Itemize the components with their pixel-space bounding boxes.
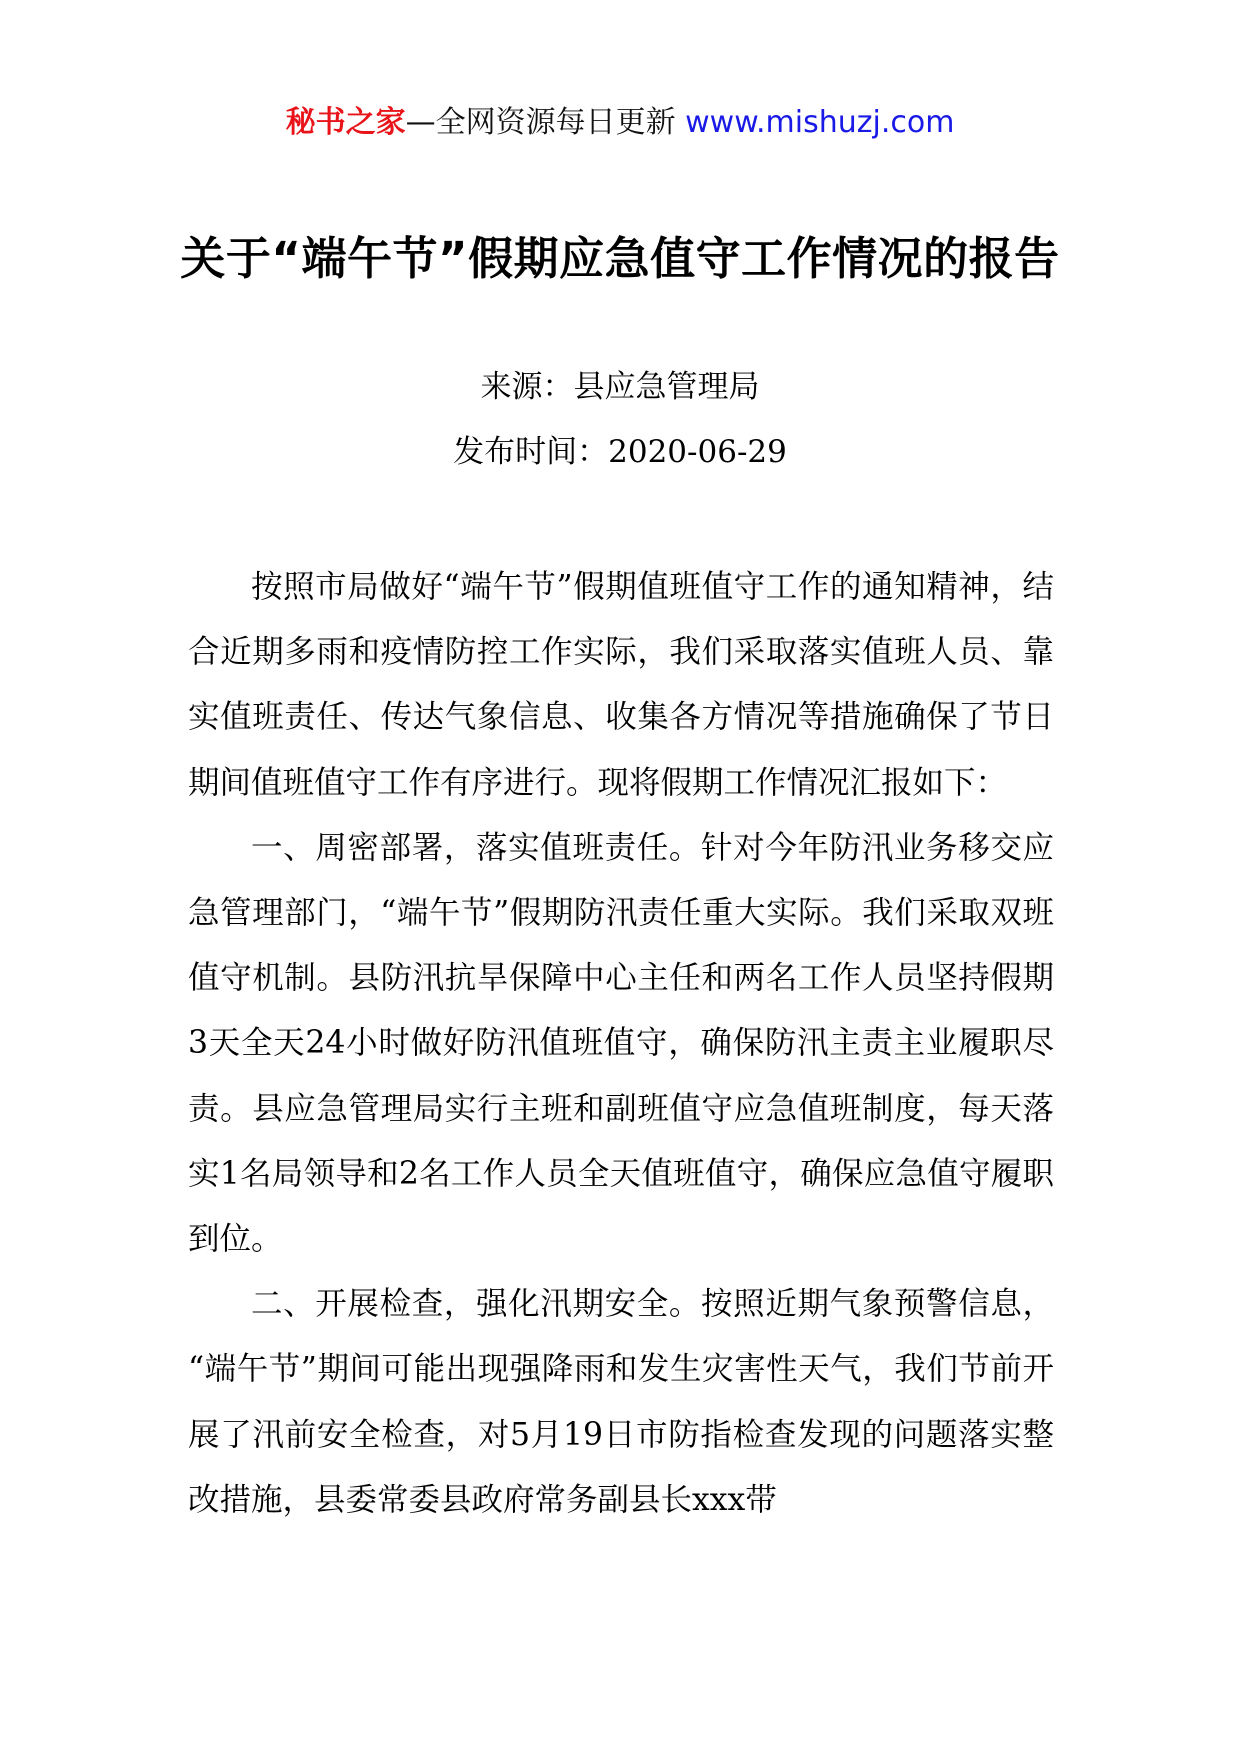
document-body <box>188 555 1054 1533</box>
brand-name: 秘书之家 <box>285 105 406 140</box>
site-banner <box>0 98 1240 148</box>
body-paragraph-section-1: 一、周密部署，落实值班责任。针对今年防汛业务移交应急管理部门，“端午节”假期防汛责任重大实际。我们采取双班值守机制。县防汛抗旱保障中心主任和两名工作人员坚持假期3天全天24小时做好防汛值班值守，确保防汛主责主业履职尽责。县应急管理局实行主班和副班值守应急值班制度，每天落实1名局领导和2名工作人员全天值班值守，确保应急值守履职到位。 <box>188 829 1054 1258</box>
banner-slogan: —全网资源每日更新 <box>405 105 676 140</box>
body-paragraph-section-2: 二、开展检查，强化汛期安全。按照近期气象预警信息，“端午节”期间可能出现强降雨和发生灾害性天气，我们节前开展了汛前安全检查，对5月19日市防指检查发现的问题落实整改措施，县委常委县政府常务副县长xxx带 <box>188 1286 1054 1518</box>
publish-date: 发布时间：2020-06-29 <box>453 434 787 470</box>
document-title: 关于“端午节”假期应急值守工作情况的报告 <box>180 232 1060 285</box>
site-url: www.mishuzj.com <box>685 105 955 140</box>
document-source: 来源：县应急管理局 <box>480 369 760 405</box>
body-paragraph-intro: 按照市局做好“端午节”假期值班值守工作的通知精神，结合近期多雨和疫情防控工作实际，我们采取落实值班人员、靠实值班责任、传达气象信息、收集各方情况等措施确保了节日期间值班值守工作有序进行。现将假期工作情况汇报如下： <box>188 569 1054 801</box>
